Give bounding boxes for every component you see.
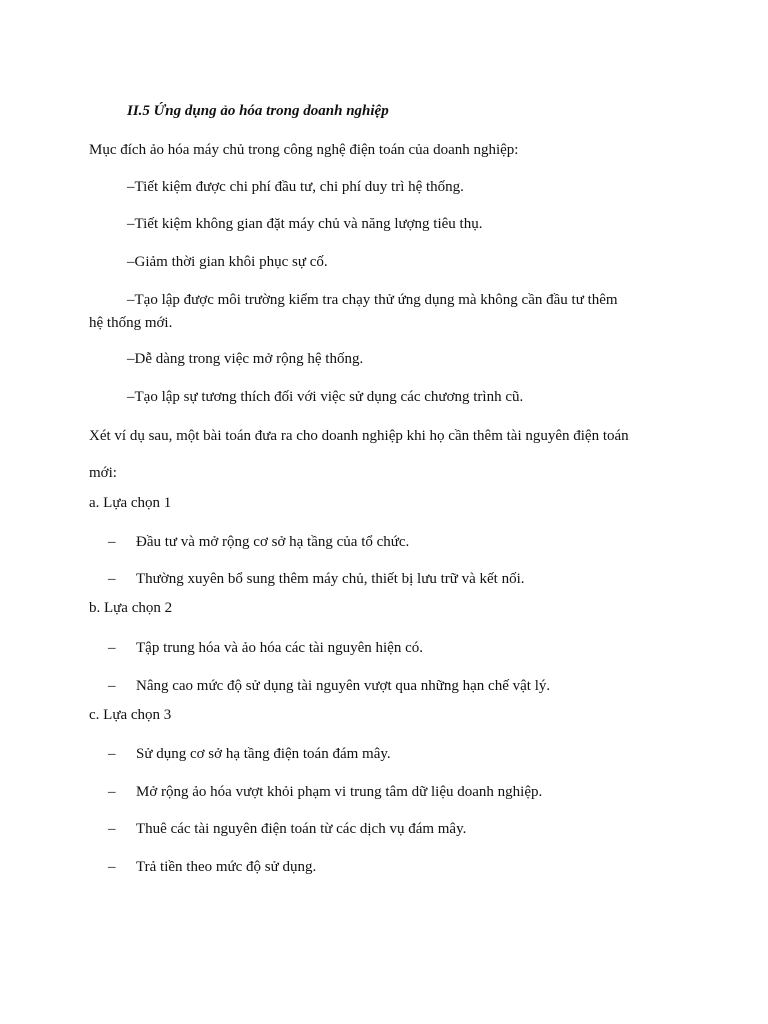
purpose-item: –Tiết kiệm được chi phí đầu tư, chi phí duy trì hệ thống. xyxy=(127,179,464,195)
option-item: Trả tiền theo mức độ sử dụng. xyxy=(136,859,317,875)
option-item: Nâng cao mức độ sử dụng tài nguyên vượt qua những hạn chế vật lý. xyxy=(136,678,551,694)
option-item: Đầu tư và mở rộng cơ sở hạ tầng của tổ chức. xyxy=(136,534,410,550)
purpose-item: –Tiết kiệm không gian đặt máy chủ và năng lượng tiêu thụ. xyxy=(127,216,483,232)
option-item: Thường xuyên bổ sung thêm máy chủ, thiết bị lưu trữ và kết nối. xyxy=(136,571,525,587)
example-paragraph-continuation: mới: xyxy=(89,465,117,481)
dash-bullet: – xyxy=(108,571,116,587)
section-heading: II.5 Ứng dụng ảo hóa trong doanh nghiệp xyxy=(127,103,389,119)
intro-paragraph: Mục đích ảo hóa máy chủ trong công nghệ điện toán của doanh nghiệp: xyxy=(89,142,519,158)
dash-bullet: – xyxy=(108,859,116,875)
dash-bullet: – xyxy=(108,746,116,762)
dash-bullet: – xyxy=(108,534,116,550)
option-item: Sử dụng cơ sở hạ tầng điện toán đám mây. xyxy=(136,746,391,762)
purpose-item: –Tạo lập được môi trường kiểm tra chạy thử ứng dụng mà không cần đầu tư thêm xyxy=(127,292,618,308)
option-label: c. Lựa chọn 3 xyxy=(89,707,172,723)
purpose-item: –Tạo lập sự tương thích đối với việc sử dụng các chương trình cũ. xyxy=(127,389,524,405)
option-label: a. Lựa chọn 1 xyxy=(89,495,172,511)
purpose-item-continuation: hệ thống mới. xyxy=(89,315,173,331)
dash-bullet: – xyxy=(108,821,116,837)
dash-bullet: – xyxy=(108,640,116,656)
dash-bullet: – xyxy=(108,784,116,800)
dash-bullet: – xyxy=(108,678,116,694)
purpose-item: –Giảm thời gian khôi phục sự cố. xyxy=(127,254,328,270)
option-label: b. Lựa chọn 2 xyxy=(89,600,173,616)
example-paragraph: Xét ví dụ sau, một bài toán đưa ra cho doanh nghiệp khi họ cần thêm tài nguyên điện toán xyxy=(89,428,629,444)
option-item: Thuê các tài nguyên điện toán từ các dịch vụ đám mây. xyxy=(136,821,467,837)
option-item: Tập trung hóa và ảo hóa các tài nguyên hiện có. xyxy=(136,640,423,656)
purpose-item: –Dễ dàng trong việc mở rộng hệ thống. xyxy=(127,351,364,367)
option-item: Mở rộng ảo hóa vượt khỏi phạm vi trung tâm dữ liệu doanh nghiệp. xyxy=(136,784,543,800)
